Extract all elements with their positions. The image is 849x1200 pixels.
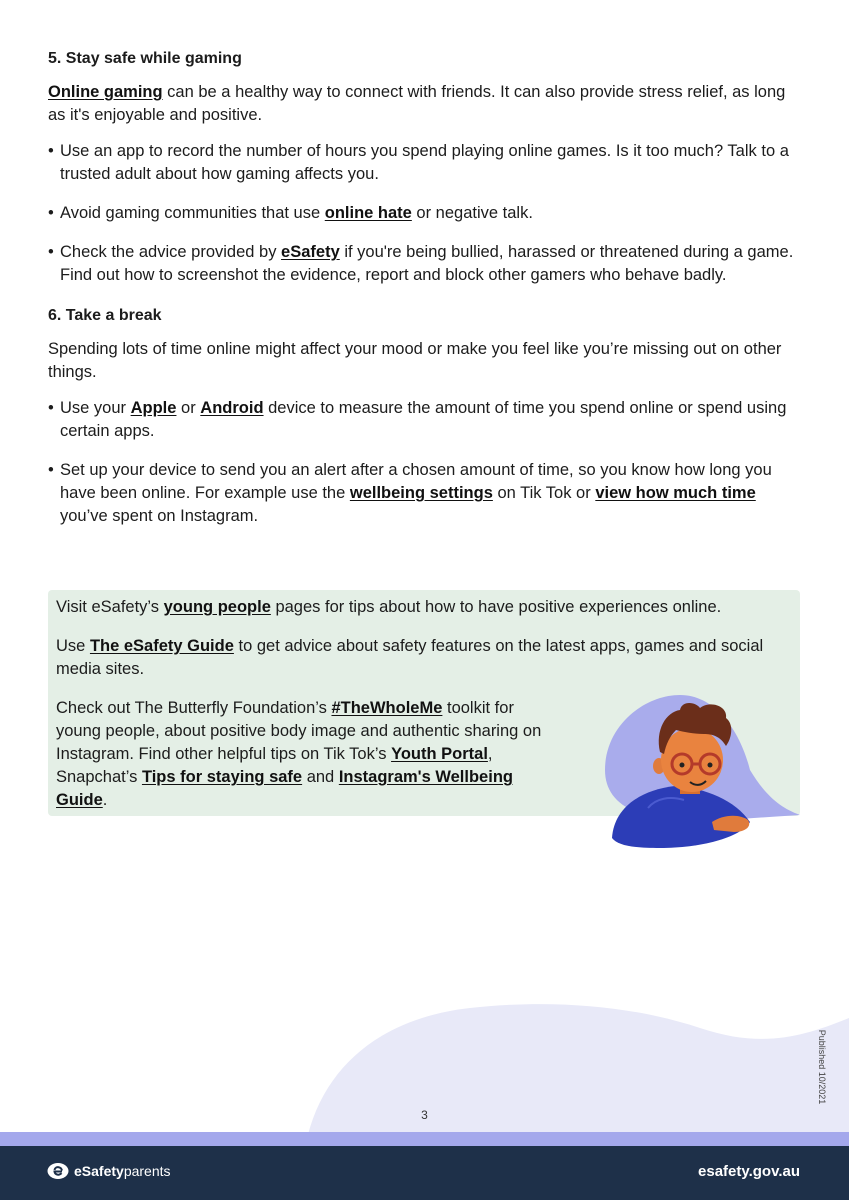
callout-paragraph <box>56 697 556 812</box>
bullet-text: device to measure the amount of time you spend online or spend using certain apps. <box>60 399 787 440</box>
section-5-list <box>48 140 800 287</box>
section-6-heading: 6. Take a break <box>48 307 162 324</box>
online-gaming-link[interactable]: Online gaming <box>48 83 163 101</box>
section-6-list <box>48 397 800 528</box>
bullet-text: or <box>176 399 201 417</box>
accent-strip <box>0 1132 849 1146</box>
wellbeing-settings-link[interactable]: wellbeing settings <box>349 484 493 502</box>
young-people-link[interactable]: young people <box>163 598 271 616</box>
list-item <box>48 202 800 225</box>
wave-shape <box>305 1004 849 1148</box>
website-link[interactable]: esafety.gov.au <box>698 1163 800 1180</box>
list-item <box>48 140 800 186</box>
callout-text: pages for tips about how to have positive experiences online. <box>270 598 722 616</box>
esafety-logo-icon <box>47 1162 69 1180</box>
online-hate-link[interactable]: online hate <box>324 204 412 222</box>
youth-portal-link[interactable]: Youth Portal <box>391 745 488 763</box>
callout-text: Use <box>56 637 90 655</box>
logo-brand-text: eSafety <box>74 1163 124 1179</box>
callout-text: Visit eSafety’s <box>56 598 164 616</box>
callout-text: to get advice about safety features on the latest apps, games and social media sites. <box>56 637 764 678</box>
bullet-text: Set up your device to send you an alert after a chosen amount of time, so you know how long you have been online. For example use the <box>60 461 772 502</box>
section-5-heading: 5. Stay safe while gaming <box>48 50 242 67</box>
android-link[interactable]: Android <box>200 399 264 417</box>
page-number: 3 <box>421 1108 428 1122</box>
right-eye <box>708 763 713 768</box>
section-5-intro-text: can be a healthy way to connect with friends. It can also provide stress relief, as long as it's enjoyable and positive. <box>48 83 786 124</box>
published-date: Published 10/2021 <box>817 1029 827 1105</box>
boy-with-glasses-illustration <box>600 690 810 860</box>
esafety-link[interactable]: eSafety <box>281 243 340 261</box>
bullet-text: if you're being bullied, harassed or threatened during a game. Find out how to screenshot the evidence, report and block other gamers who behave badly. <box>60 243 794 284</box>
callout-text: . <box>102 791 108 809</box>
callout-text: , Snapchat’s <box>56 745 493 786</box>
list-item <box>48 241 800 287</box>
bullet-text: Check the advice provided by <box>60 243 282 261</box>
logo-sub-text: parents <box>123 1163 171 1179</box>
main-content <box>48 48 800 544</box>
esafety-guide-link[interactable]: The eSafety Guide <box>89 637 234 655</box>
bullet-text: or negative talk. <box>411 204 533 222</box>
esafety-parents-logo[interactable] <box>47 1162 171 1180</box>
callout-paragraph <box>56 635 792 681</box>
section-5-intro <box>48 81 800 127</box>
thewholeme-link[interactable]: #TheWholeMe <box>331 699 443 717</box>
bullet-text: on Tik Tok or <box>492 484 596 502</box>
view-how-much-time-link[interactable]: view how much time <box>595 484 756 502</box>
bullet-text: Avoid gaming communities that use <box>60 204 325 222</box>
callout-text: and <box>302 768 339 786</box>
callout-text: Check out The Butterfly Foundation’s <box>56 699 332 717</box>
bullet-text: Use an app to record the number of hours you spend playing online games. Is it too much? Talk to a trusted adult about how gaming affects you. <box>60 142 789 183</box>
section-6-intro: Spending lots of time online might affect your mood or make you feel like you’re missing out on other things. <box>48 340 782 381</box>
apple-link[interactable]: Apple <box>130 399 177 417</box>
bullet-text: you’ve spent on Instagram. <box>60 507 259 525</box>
tips-for-staying-safe-link[interactable]: Tips for staying safe <box>141 768 303 786</box>
callout-paragraph <box>56 596 792 619</box>
list-item <box>48 397 800 443</box>
bullet-text: Use your <box>60 399 131 417</box>
list-item <box>48 459 800 528</box>
callout-text: toolkit for young people, about positive body image and authentic sharing on Instagram. Find other helpful tips on Tik Tok’s <box>56 699 542 763</box>
footer-bar <box>0 1146 849 1200</box>
instagram-wellbeing-guide-link[interactable]: Instagram's Wellbeing Guide <box>56 768 513 809</box>
left-eye <box>680 763 685 768</box>
